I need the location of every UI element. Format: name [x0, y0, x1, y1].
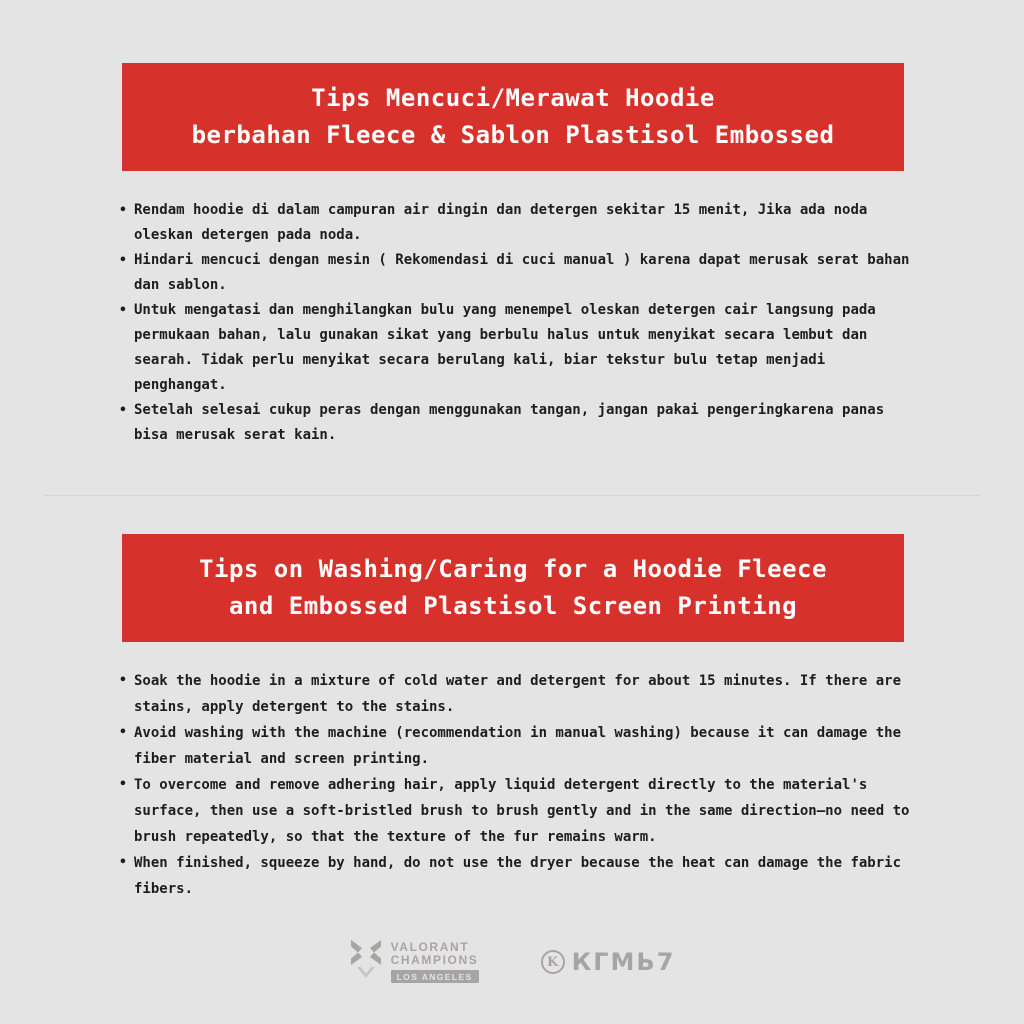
section-divider — [44, 495, 980, 496]
bullet-item: • Rendam hoodie di dalam campuran air dingin dan detergen sekitar 15 menit, Jika ada noda oleskan detergen pada noda. — [118, 198, 910, 248]
brand-monogram-icon: K — [541, 950, 565, 974]
bullet-item: • Hindari mencuci dengan mesin ( Rekomendasi di cuci manual ) karena dapat merusak serat bahan dan sablon. — [118, 248, 910, 298]
title-id-line2: berbahan Fleece & Sablon Plastisol Embossed — [191, 121, 835, 149]
tips-list-english — [118, 668, 910, 902]
bullet-item: • To overcome and remove adhering hair, apply liquid detergent directly to the material's surface, then use a soft-bristled brush to brush gently and in the same direction—no need to brush repeatedly, so that the texture of the fur remains warm. — [118, 772, 910, 850]
valorant-burst-icon — [349, 938, 383, 986]
valorant-label: VALORANT — [390, 940, 470, 954]
bullet-item: • Untuk mengatasi dan menghilangkan bulu yang menempel oleskan detergen cair langsung pada permukaan bahan, lalu gunakan sikat yang berbulu halus untuk menyikat secara lembut dan searah. Tidak perlu menyikat secara berulang kali, biar tekstur bulu tetap menjadi penghangat. — [118, 298, 910, 398]
valorant-logo-text — [391, 941, 479, 983]
footer-logos — [0, 938, 1024, 986]
brand-logo — [541, 950, 676, 974]
bullet-item: • When finished, squeeze by hand, do not use the dryer because the heat can damage the fabric fibers. — [118, 850, 910, 902]
brand-wordmark: КГМЬ7 — [571, 948, 676, 976]
tips-list-indonesian — [118, 198, 910, 448]
title-en-line2: and Embossed Plastisol Screen Printing — [228, 592, 798, 620]
title-id-line1: Tips Mencuci/Merawat Hoodie — [311, 84, 715, 112]
champions-label: CHAMPIONS — [390, 953, 479, 967]
bullet-item: • Avoid washing with the machine (recommendation in manual washing) because it can damage the fiber material and screen printing. — [118, 720, 910, 772]
bullet-item: • Setelah selesai cukup peras dengan menggunakan tangan, jangan pakai pengeringkarena panas bisa merusak serat kain. — [118, 398, 910, 448]
valorant-champions-logo — [349, 938, 479, 986]
header-banner-english — [122, 534, 904, 642]
header-banner-indonesian — [122, 63, 904, 171]
bullet-item: • Soak the hoodie in a mixture of cold water and detergent for about 15 minutes. If there are stains, apply detergent to the stains. — [118, 668, 910, 720]
title-en-line1: Tips on Washing/Caring for a Hoodie Fleece — [199, 555, 827, 583]
los-angeles-badge: LOS ANGELES — [391, 970, 479, 983]
